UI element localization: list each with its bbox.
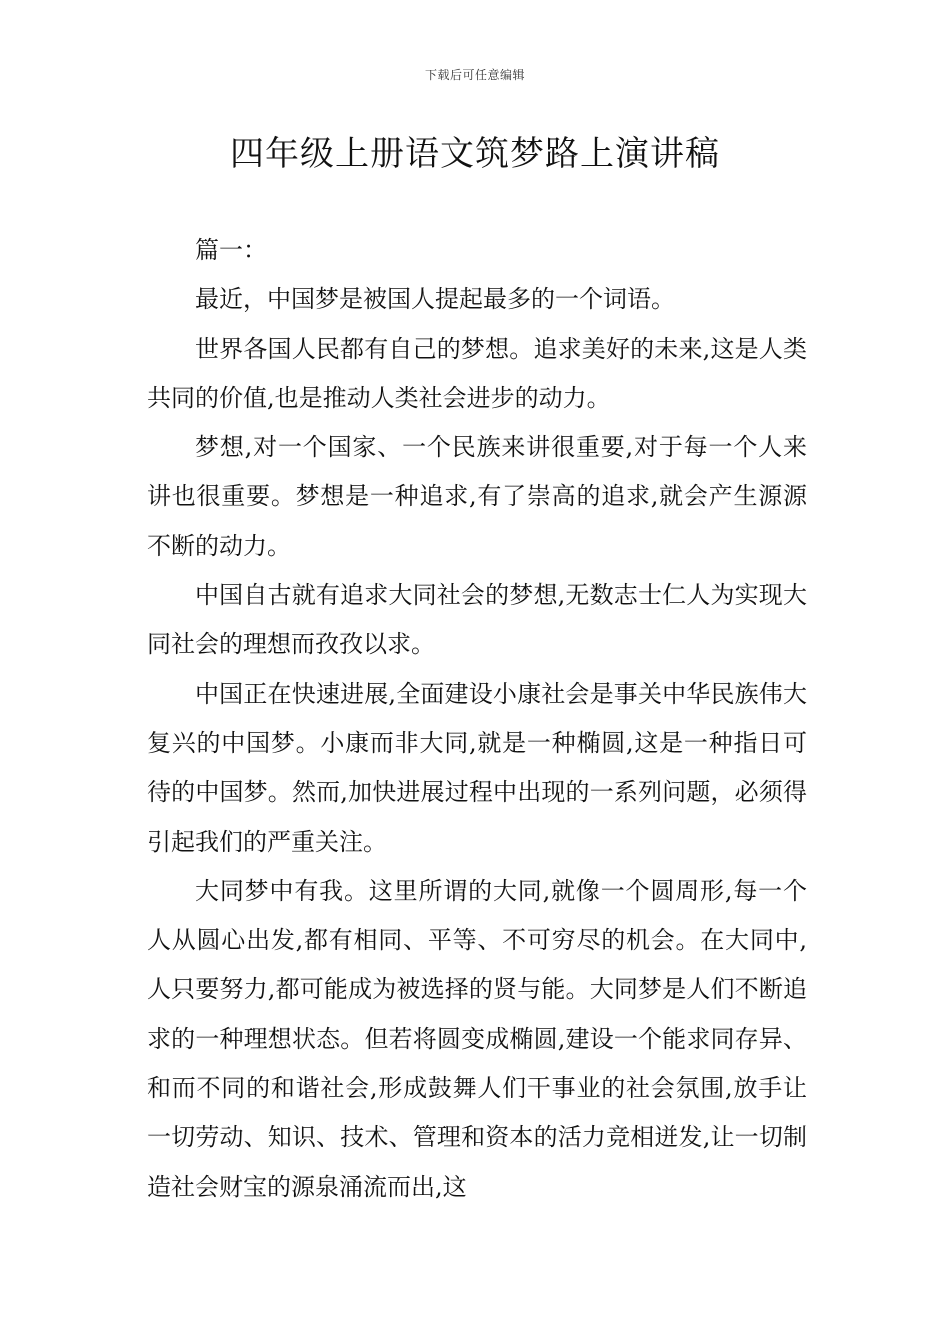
- paragraph: 世界各国人民都有自己的梦想。追求美好的未来,这是人类共同的价值,也是推动人类社会进步的动力。: [147, 334, 807, 412]
- paragraph-section-label: 篇一：: [195, 236, 267, 264]
- paragraph: 中国自古就有追求大同社会的梦想,无数志士仁人为实现大同社会的理想而孜孜以求。: [147, 581, 807, 659]
- paragraph: 大同梦中有我。这里所谓的大同,就像一个圆周形,每一个人从圆心出发,都有相同、平等、不可穷尽的机会。在大同中,人只要努力,都可能成为被选择的贤与能。大同梦是人们不断追求的一种理想状态。但若将圆变成椭圆,建设一个能求同存异、和而不同的和谐社会,形成鼓舞人们干事业的社会氛围,放手让一切劳动、知识、技术、管理和资本的活力竞相迸发,让一切制造社会财宝的源泉涌流而出,这: [147, 876, 807, 1201]
- document-body: [147, 226, 807, 1212]
- paragraph: 梦想,对一个国家、一个民族来讲很重要,对于每一个人来讲也很重要。梦想是一种追求,有了崇高的追求,就会产生源源不断的动力。: [147, 433, 807, 560]
- header-note: 下载后可任意编辑: [424, 68, 525, 82]
- paragraph: 最近，中国梦是被国人提起最多的一个词语。: [195, 285, 675, 314]
- document-title: 四年级上册语文筑梦路上演讲稿: [230, 134, 720, 174]
- paragraph: 中国正在快速进展,全面建设小康社会是事关中华民族伟大复兴的中国梦。小康而非大同,就是一种椭圆,这是一种指日可待的中国梦。然而,加快进展过程中出现的一系列问题，必须得引起我们的严重关注。: [147, 679, 807, 856]
